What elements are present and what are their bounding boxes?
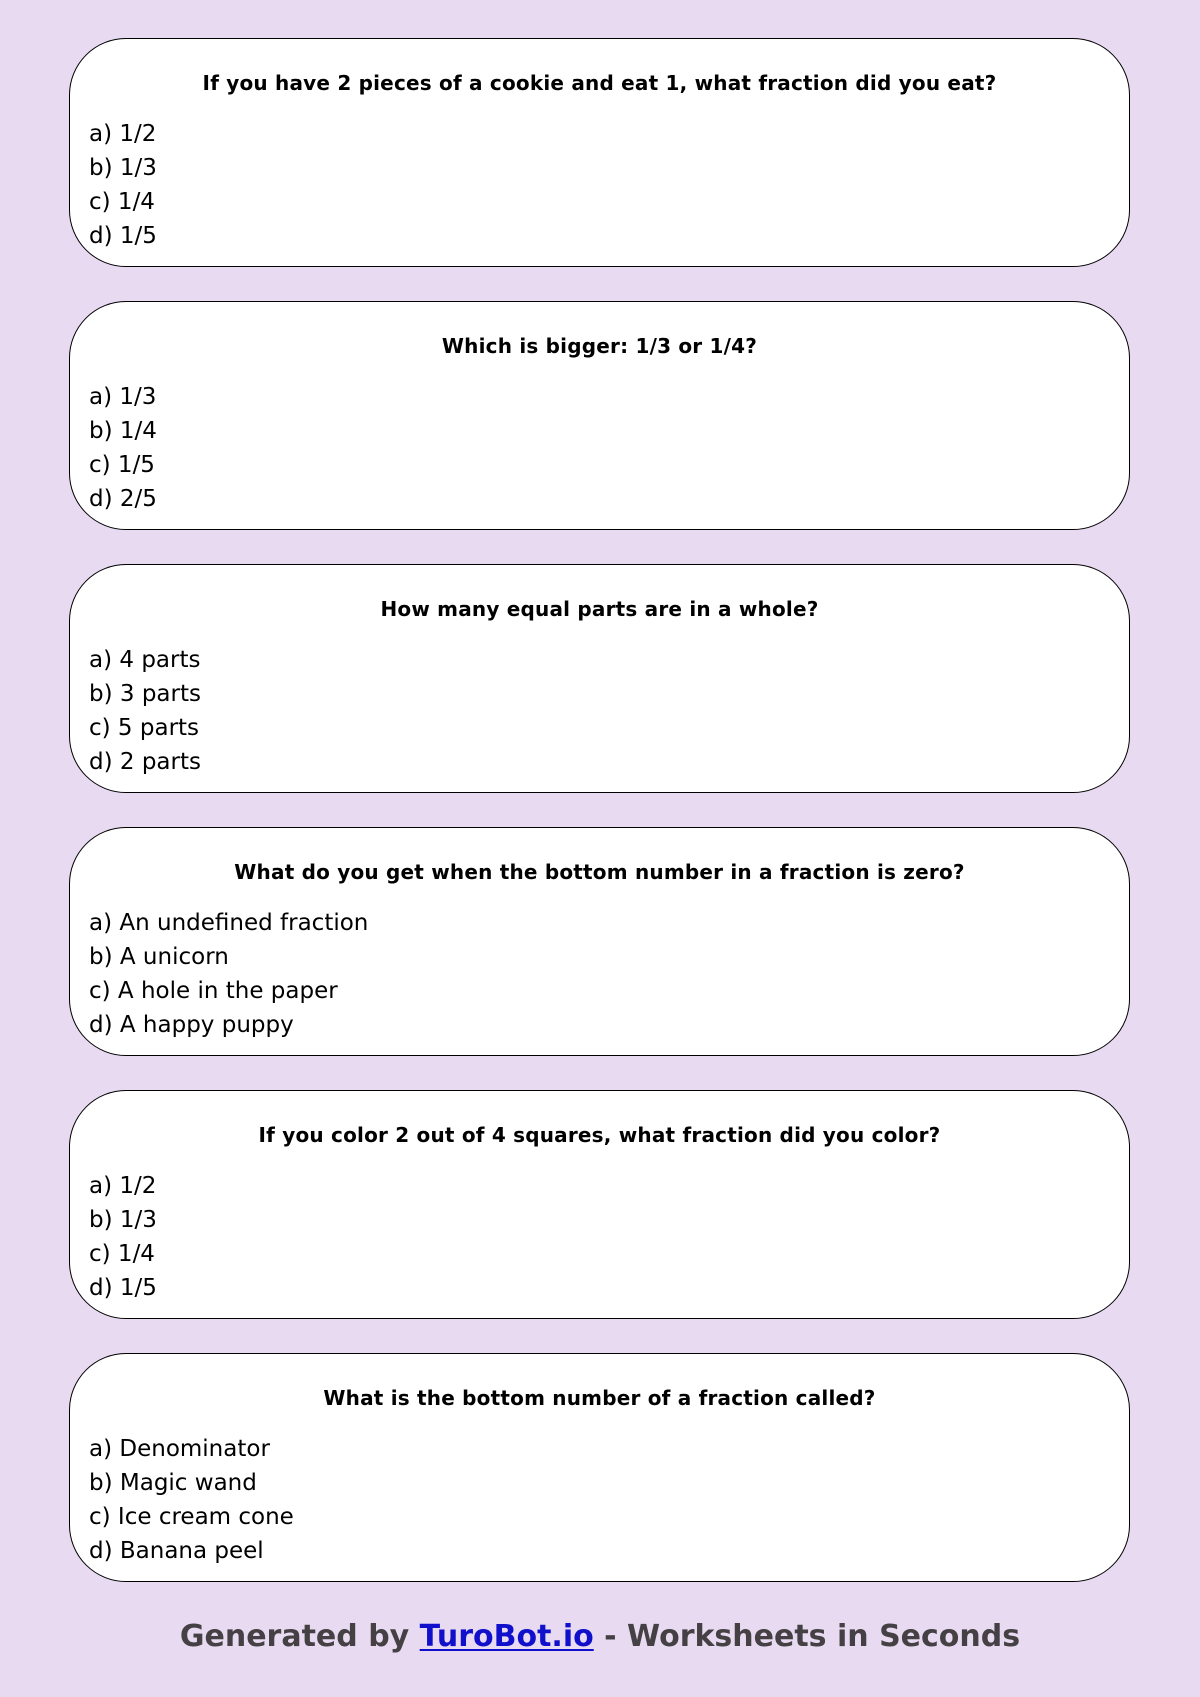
answer-option-c: c) 1/5 (89, 452, 155, 478)
turobot-link[interactable]: TuroBot.io (419, 1619, 594, 1654)
answer-option-c: c) A hole in the paper (89, 978, 338, 1004)
answer-option-a: a) 1/2 (89, 121, 157, 147)
answer-option-b: b) 1/3 (89, 155, 157, 181)
answer-option-c: c) Ice cream cone (89, 1504, 294, 1530)
answer-option-d: d) Banana peel (89, 1538, 264, 1564)
question-text: If you color 2 out of 4 squares, what fraction did you color? (258, 1123, 941, 1147)
question-card-2 (69, 301, 1130, 530)
answer-option-b: b) 1/4 (89, 418, 157, 444)
answer-options (89, 1432, 294, 1568)
answer-options (89, 117, 157, 253)
answer-option-a: a) 1/3 (89, 384, 157, 410)
answer-option-d: d) 1/5 (89, 1275, 157, 1301)
answer-option-a: a) 4 parts (89, 647, 201, 673)
footer-prefix: Generated by (179, 1619, 420, 1654)
question-card-1 (69, 38, 1130, 267)
question-card-3 (69, 564, 1130, 793)
question-card-5 (69, 1090, 1130, 1319)
answer-option-b: b) Magic wand (89, 1470, 257, 1496)
answer-options (89, 643, 201, 779)
answer-options (89, 380, 157, 516)
footer-credit (0, 1618, 1200, 1656)
answer-option-a: a) 1/2 (89, 1173, 157, 1199)
question-card-6 (69, 1353, 1130, 1582)
answer-option-a: a) Denominator (89, 1436, 270, 1462)
answer-options (89, 906, 368, 1042)
question-text: What do you get when the bottom number in a fraction is zero? (234, 860, 965, 884)
question-text: Which is bigger: 1/3 or 1/4? (441, 334, 758, 358)
answer-option-c: c) 1/4 (89, 1241, 155, 1267)
answer-option-d: d) 2/5 (89, 486, 157, 512)
answer-option-b: b) 1/3 (89, 1207, 157, 1233)
question-card-4 (69, 827, 1130, 1056)
answer-option-b: b) A unicorn (89, 944, 229, 970)
footer-suffix: - Worksheets in Seconds (593, 1619, 1021, 1654)
question-text: If you have 2 pieces of a cookie and eat 1, what fraction did you eat? (202, 71, 997, 95)
answer-option-d: d) 2 parts (89, 749, 201, 775)
question-text: How many equal parts are in a whole? (380, 597, 819, 621)
question-text: What is the bottom number of a fraction called? (323, 1386, 876, 1410)
answer-option-d: d) A happy puppy (89, 1012, 294, 1038)
answer-option-c: c) 5 parts (89, 715, 200, 741)
answer-option-b: b) 3 parts (89, 681, 201, 707)
answer-option-c: c) 1/4 (89, 189, 155, 215)
answer-options (89, 1169, 157, 1305)
answer-option-d: d) 1/5 (89, 223, 157, 249)
answer-option-a: a) An undefined fraction (89, 910, 369, 936)
